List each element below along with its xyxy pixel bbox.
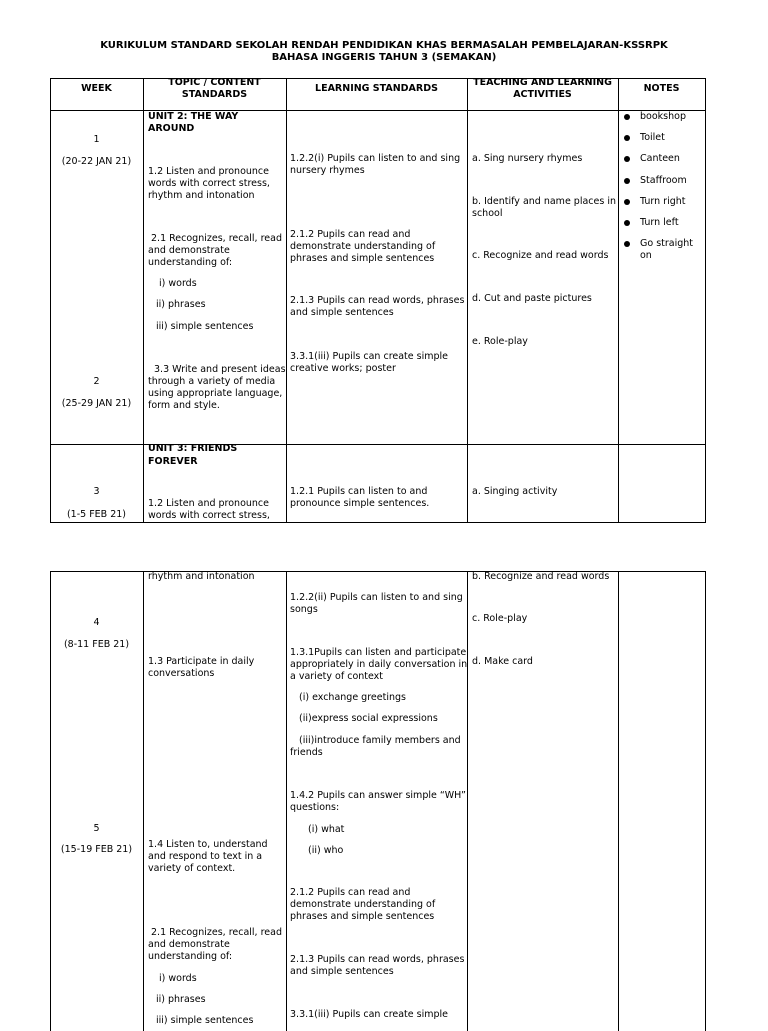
week-number: 5	[93, 823, 100, 834]
unit-title: UNIT 2: THE WAY	[148, 111, 239, 122]
bullet-icon	[624, 178, 630, 184]
content-standard: and respond to text in a	[148, 851, 263, 862]
note-item: Turn left	[640, 217, 679, 228]
week-number: 4	[93, 617, 100, 628]
content-standard: form and style.	[148, 400, 220, 411]
note-item: Turn right	[640, 196, 686, 207]
week-dates: (15-19 FEB 21)	[60, 844, 133, 855]
document-title: KURIKULUM STANDARD SEKOLAH RENDAH PENDIDIKAN KHAS BERMASALAH PEMBELAJARAN-KSSRPK	[100, 40, 668, 51]
bullet-icon	[624, 199, 630, 205]
learning-standard: 1.4.2 Pupils can answer simple “WH”	[290, 790, 466, 801]
unit-title: UNIT 3: FRIENDS	[148, 443, 238, 454]
content-standard: words with correct stress,	[148, 178, 270, 189]
header-learning-standards: LEARNING STANDARDS	[315, 83, 438, 94]
learning-standard: 3.3.1(iii) Pupils can create simple	[290, 351, 449, 362]
week-number: 3	[93, 486, 100, 497]
learning-sub-item: (ii)express social expressions	[299, 713, 438, 724]
learning-standard: phrases and simple sentences	[290, 911, 435, 922]
activity: b. Recognize and read words	[472, 571, 610, 582]
note-item: on	[640, 250, 652, 261]
learning-standard: 2.1.3 Pupils can read words, phrases	[290, 295, 465, 306]
content-standard: understanding of:	[148, 951, 233, 962]
content-sub-item: iii) simple sentences	[156, 1015, 254, 1026]
week-dates: (25-29 JAN 21)	[61, 398, 132, 409]
document-subtitle: BAHASA INGGERIS TAHUN 3 (SEMAKAN)	[271, 52, 497, 63]
note-item: Canteen	[640, 153, 680, 164]
learning-standard: pronounce simple sentences.	[290, 498, 430, 509]
learning-standard: nursery rhymes	[290, 165, 365, 176]
content-standard: using appropriate language,	[148, 388, 283, 399]
learning-standard: 3.3.1(iii) Pupils can create simple	[290, 1009, 449, 1020]
bullet-icon	[624, 241, 630, 247]
content-standard: rhythm and intonation	[148, 571, 255, 582]
note-item: Staffroom	[640, 175, 687, 186]
activity: e. Role-play	[472, 336, 528, 347]
learning-standard: phrases and simple sentences	[290, 253, 435, 264]
activity: c. Recognize and read words	[472, 250, 609, 261]
learning-standard: creative works; poster	[290, 363, 396, 374]
week-dates: (8-11 FEB 21)	[63, 639, 130, 650]
activity: a. Singing activity	[472, 486, 558, 497]
bullet-icon	[624, 156, 630, 162]
bullet-icon	[624, 220, 630, 226]
activity: d. Cut and paste pictures	[472, 293, 592, 304]
learning-standard: 2.1.2 Pupils can read and	[290, 229, 411, 240]
learning-sub-item: (ii) who	[308, 845, 344, 856]
header-activities: ACTIVITIES	[513, 89, 572, 100]
learning-standard: demonstrate understanding of	[290, 241, 436, 252]
header-topic-standards: STANDARDS	[181, 89, 248, 100]
learning-standard: demonstrate understanding of	[290, 899, 436, 910]
content-standard: conversations	[148, 668, 215, 679]
week-number: 2	[93, 376, 100, 387]
content-sub-item: ii) phrases	[156, 299, 206, 310]
unit-title: AROUND	[148, 123, 195, 134]
content-standard: words with correct stress,	[148, 510, 270, 521]
content-standard: 1.2 Listen and pronounce	[148, 166, 269, 177]
content-standard: 1.4 Listen to, understand	[148, 839, 268, 850]
week-dates: (1-5 FEB 21)	[66, 509, 127, 520]
content-sub-item: i) words	[159, 973, 197, 984]
learning-sub-item: friends	[290, 747, 323, 758]
header-topic: TOPIC / CONTENT	[168, 77, 261, 88]
learning-standard: 1.2.2(i) Pupils can listen to and sing	[290, 153, 461, 164]
activity: school	[472, 208, 503, 219]
week-number: 1	[93, 134, 100, 145]
learning-standard: questions:	[290, 802, 340, 813]
content-standard: 2.1 Recognizes, recall, read	[151, 233, 282, 244]
content-standard: variety of context.	[148, 863, 236, 874]
learning-standard: a variety of context	[290, 671, 384, 682]
learning-standard: songs	[290, 604, 318, 615]
content-standard: 1.3 Participate in daily	[148, 656, 255, 667]
content-sub-item: ii) phrases	[156, 994, 206, 1005]
bullet-icon	[624, 135, 630, 141]
content-standard: through a variety of media	[148, 376, 276, 387]
content-standard: 2.1 Recognizes, recall, read	[151, 927, 282, 938]
header-week: WEEK	[81, 83, 112, 94]
activity: c. Role-play	[472, 613, 528, 624]
content-standard: and demonstrate	[148, 939, 230, 950]
activity: d. Make card	[472, 656, 533, 667]
learning-sub-item: (i) what	[308, 824, 345, 835]
learning-standard: and simple sentences	[290, 307, 394, 318]
content-sub-item: iii) simple sentences	[156, 321, 254, 332]
learning-standard: and simple sentences	[290, 966, 394, 977]
note-item: bookshop	[640, 111, 686, 122]
activity: b. Identify and name places in	[472, 196, 616, 207]
content-standard: rhythm and intonation	[148, 190, 255, 201]
learning-standard: 1.2.2(ii) Pupils can listen to and sing	[290, 592, 463, 603]
content-standard: 1.2 Listen and pronounce	[148, 498, 269, 509]
learning-standard: 1.3.1Pupils can listen and participate	[290, 647, 467, 658]
content-sub-item: i) words	[159, 278, 197, 289]
content-standard: 3.3 Write and present ideas	[154, 364, 286, 375]
bullet-icon	[624, 114, 630, 120]
learning-standard: 2.1.3 Pupils can read words, phrases	[290, 954, 465, 965]
header-teaching: TEACHING AND LEARNING	[473, 77, 612, 88]
learning-standard: 1.2.1 Pupils can listen to and	[290, 486, 428, 497]
note-item: Toilet	[640, 132, 665, 143]
content-standard: understanding of:	[148, 257, 233, 268]
unit-title: FOREVER	[148, 456, 198, 467]
learning-sub-item: (i) exchange greetings	[299, 692, 406, 703]
note-item: Go straight	[640, 238, 694, 249]
learning-standard: 2.1.2 Pupils can read and	[290, 887, 411, 898]
header-notes: NOTES	[643, 83, 680, 94]
activity: a. Sing nursery rhymes	[472, 153, 583, 164]
content-standard: and demonstrate	[148, 245, 230, 256]
learning-sub-item: (iii)introduce family members and	[299, 735, 461, 746]
week-dates: (20-22 JAN 21)	[61, 156, 132, 167]
learning-standard: appropriately in daily conversation in	[290, 659, 468, 670]
